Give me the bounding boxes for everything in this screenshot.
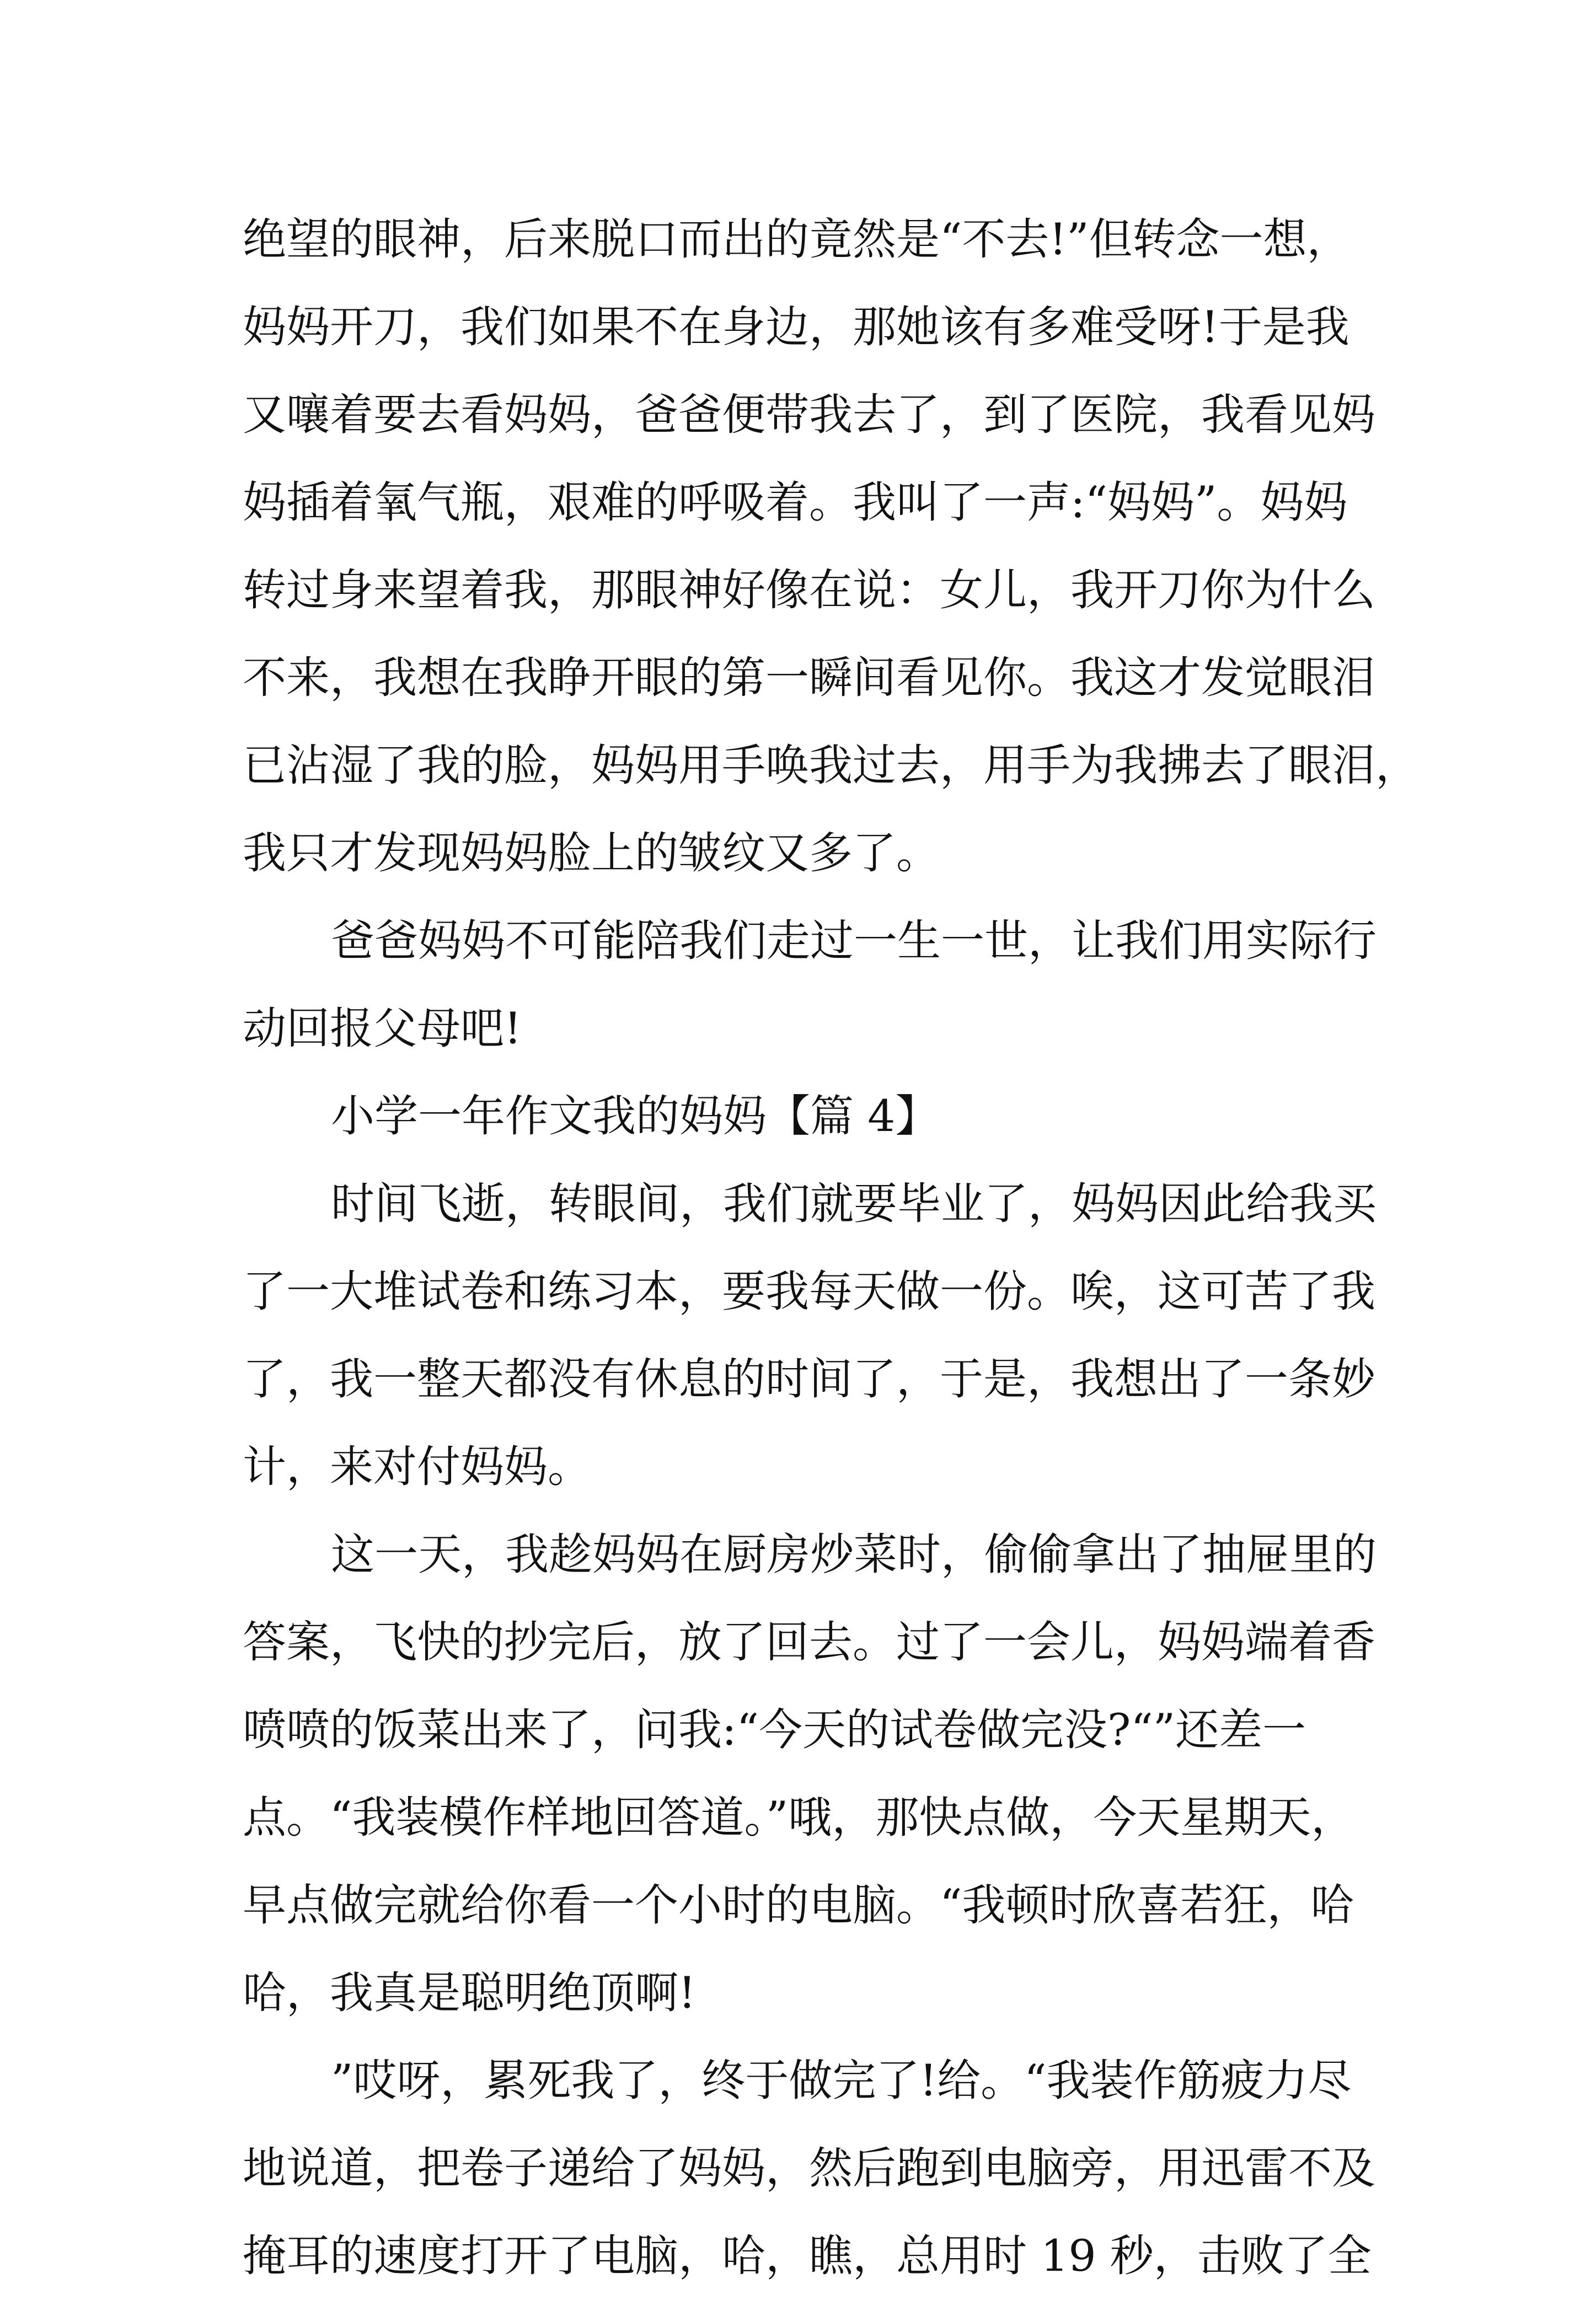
- text-line: 转过身来望着我，那眼神好像在说：女儿，我开刀你为什么: [243, 565, 1375, 615]
- text-line: 计，来对付妈妈。: [243, 1441, 591, 1492]
- text-line: 已沾湿了我的脸，妈妈用手唤我过去，用手为我拂去了眼泪，: [243, 740, 1419, 791]
- text-line: 了，我一整天都没有休息的时间了，于是，我想出了一条妙: [243, 1354, 1375, 1404]
- text-line: 点。“我装模作样地回答道。”哦，那快点做，今天星期天，: [243, 1792, 1355, 1843]
- text-line: 时间飞逝，转眼间，我们就要毕业了，妈妈因此给我买: [331, 1178, 1377, 1229]
- section-heading: 小学一年作文我的妈妈【篇 4】: [331, 1091, 939, 1141]
- text-line: 绝望的眼神，后来脱口而出的竟然是“不去!”但转念一想，: [243, 214, 1351, 265]
- text-line: 喷喷的饭菜出来了，问我:“今天的试卷做完没?“”还差一: [243, 1704, 1306, 1755]
- text-line: 不来，我想在我睁开眼的第一瞬间看见你。我这才发觉眼泪: [243, 652, 1375, 703]
- text-line: 地说道，把卷子递给了妈妈，然后跑到电脑旁，用迅雷不及: [243, 2143, 1375, 2194]
- text-line: 早点做完就给你看一个小时的电脑。“我顿时欣喜若狂，哈: [243, 1880, 1354, 1931]
- text-line: 哈，我真是聪明绝顶啊!: [243, 1967, 696, 2018]
- text-line: 了一大堆试卷和练习本，要我每天做一份。唉，这可苦了我: [243, 1266, 1375, 1317]
- text-line: 这一天，我趁妈妈在厨房炒菜时，偷偷拿出了抽屉里的: [331, 1529, 1377, 1580]
- text-line: 动回报父母吧!: [243, 1003, 522, 1054]
- text-line: 妈妈开刀，我们如果不在身边，那她该有多难受呀!于是我: [243, 302, 1349, 352]
- text-line: 我只才发现妈妈脸上的皱纹又多了。: [243, 828, 940, 878]
- text-line: 掩耳的速度打开了电脑，哈，瞧，总用时 19 秒，击败了全: [243, 2231, 1372, 2281]
- text-line: ”哎呀，累死我了，终于做完了!给。“我装作筋疲力尽: [331, 2055, 1352, 2106]
- text-line: 答案，飞快的抄完后，放了回去。过了一会儿，妈妈端着香: [243, 1617, 1375, 1668]
- text-line: 爸爸妈妈不可能陪我们走过一生一世，让我们用实际行: [331, 915, 1377, 966]
- text-line: 又嚷着要去看妈妈，爸爸便带我去了，到了医院，我看见妈: [243, 389, 1375, 440]
- text-line: 妈插着氧气瓶，艰难的呼吸着。我叫了一声:“妈妈”。妈妈: [243, 477, 1348, 528]
- document-page: [243, 196, 1419, 2300]
